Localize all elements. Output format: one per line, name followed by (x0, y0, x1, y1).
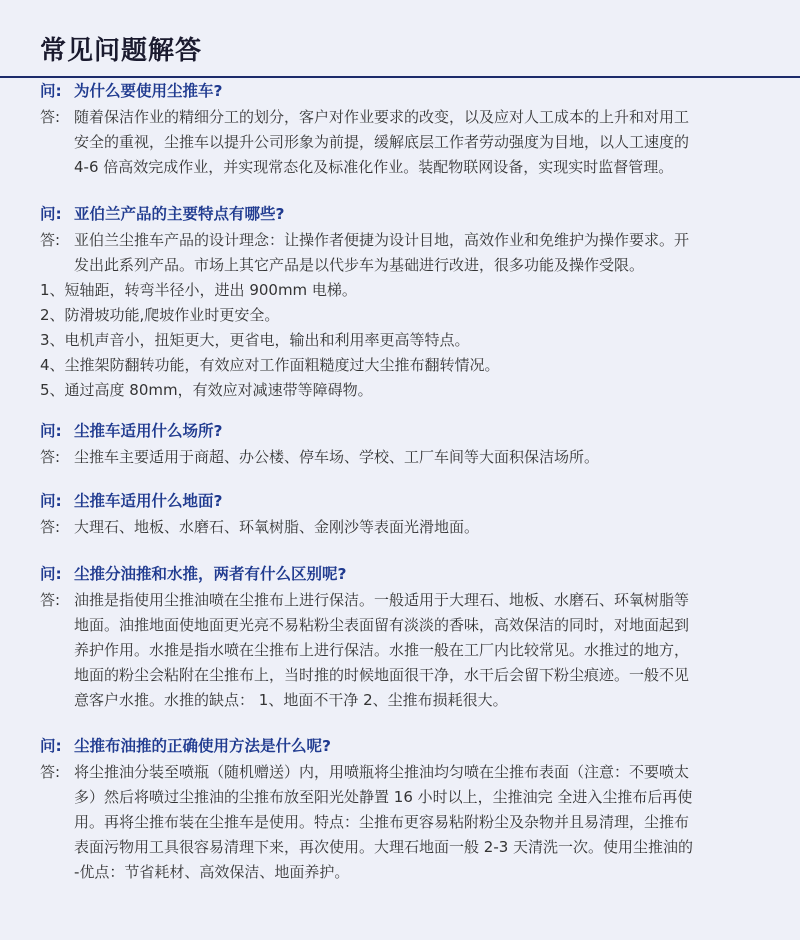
faq-item (40, 563, 770, 713)
feature-list-item: 2、防滑坡功能,爬坡作业时更安全。 (40, 306, 280, 324)
faq-item (40, 420, 770, 470)
faq-item (40, 203, 770, 403)
answer-prefix: 答: (40, 591, 61, 609)
answer (40, 588, 770, 713)
answer-line: -优点：节省耗材、高效保洁、地面养护。 (74, 863, 350, 881)
question-text: 尘推车适用什么场所? (74, 422, 223, 440)
feature-list-item: 3、电机声音小，扭矩更大，更省电，输出和利用率更高等特点。 (40, 331, 470, 349)
answer-prefix: 答: (40, 763, 61, 781)
question-text: 尘推布油推的正确使用方法是什么呢? (74, 737, 331, 755)
question (40, 420, 770, 442)
feature-list-item: 4、尘推架防翻转功能，有效应对工作面粗糙度过大尘推布翻转情况。 (40, 356, 500, 374)
answer-line: 随着保洁作业的精细分工的划分，客户对作业要求的改变，以及应对人工成本的上升和对用工 (74, 108, 690, 126)
answer (40, 515, 770, 540)
question (40, 735, 770, 757)
question-prefix: 问: (40, 492, 62, 510)
answer-line: 4-6 倍高效完成作业，并实现常态化及标准化作业。装配物联网设备，实现实时监督管理。 (74, 158, 674, 176)
answer-line: 大理石、地板、水磨石、环氧树脂、金刚沙等表面光滑地面。 (74, 518, 480, 536)
answer-prefix: 答: (40, 518, 61, 536)
answer-line: 安全的重视，尘推车以提升公司形象为前提，缓解底层工作者劳动强度为目地，以人工速度的 (74, 133, 690, 151)
question-prefix: 问: (40, 737, 62, 755)
answer-line: 亚伯兰尘推车产品的设计理念：让操作者便捷为设计目地，高效作业和免维护为操作要求。开 (74, 231, 690, 249)
answer-line: 将尘推油分装至喷瓶（随机赠送）内，用喷瓶将尘推油均匀喷在尘推布表面（注意：不要喷太 (74, 763, 690, 781)
answer-line: 油推是指使用尘推油喷在尘推布上进行保洁。一般适用于大理石、地板、水磨石、环氧树脂等 (74, 591, 690, 609)
title-divider (0, 76, 800, 78)
answer-line: 养护作用。水推是指水喷在尘推布上进行保洁。水推一般在工厂内比较常见。水推过的地方， (74, 641, 690, 659)
feature-list-item: 1、短轴距，转弯半径小，进出 900mm 电梯。 (40, 281, 357, 299)
feature-list-item: 5、通过高度 80mm，有效应对减速带等障碍物。 (40, 381, 373, 399)
page-title: 常见问题解答 (40, 36, 203, 66)
answer (40, 445, 770, 470)
answer-line: 多）然后将喷过尘推油的尘推布放至阳光处静置 16 小时以上，尘推油完 全进入尘推布后再使 (74, 788, 693, 806)
answer-line: 尘推车主要适用于商超、办公楼、停车场、学校、工厂车间等大面积保洁场所。 (74, 448, 600, 466)
answer-line: 意客户水推。水推的缺点： 1、地面不干净 2、尘推布损耗很大。 (74, 691, 508, 709)
answer (40, 105, 770, 180)
question (40, 490, 770, 512)
faq-item (40, 80, 770, 180)
answer-prefix: 答: (40, 108, 61, 126)
answer-prefix: 答: (40, 448, 61, 466)
faq-item (40, 735, 770, 885)
answer-line: 发出此系列产品。市场上其它产品是以代步车为基础进行改进，很多功能及操作受限。 (74, 256, 645, 274)
question-prefix: 问: (40, 565, 62, 583)
question (40, 563, 770, 585)
answer-line: 表面污物用工具很容易清理下来，再次使用。大理石地面一般 2-3 天清洗一次。使用尘推油的 (74, 838, 694, 856)
question (40, 203, 770, 225)
question-prefix: 问: (40, 205, 62, 223)
question-text: 尘推车适用什么地面? (74, 492, 223, 510)
question-prefix: 问: (40, 82, 62, 100)
question-text: 为什么要使用尘推车? (74, 82, 223, 100)
answer (40, 228, 770, 403)
faq-item (40, 490, 770, 540)
question-text: 尘推分油推和水推，两者有什么区别呢? (74, 565, 347, 583)
question-text: 亚伯兰产品的主要特点有哪些? (74, 205, 285, 223)
answer (40, 760, 770, 885)
answer-prefix: 答: (40, 231, 61, 249)
answer-line: 地面的粉尘会粘附在尘推布上，当时推的时候地面很干净，水干后会留下粉尘痕迹。一般不见 (74, 666, 690, 684)
answer-line: 地面。油推地面使地面更光亮不易粘粉尘表面留有淡淡的香味，高效保洁的同时，对地面起到 (74, 616, 690, 634)
question (40, 80, 770, 102)
question-prefix: 问: (40, 422, 62, 440)
answer-line: 用。再将尘推布装在尘推车是使用。特点：尘推布更容易粘附粉尘及杂物并且易清理，尘推布 (74, 813, 690, 831)
